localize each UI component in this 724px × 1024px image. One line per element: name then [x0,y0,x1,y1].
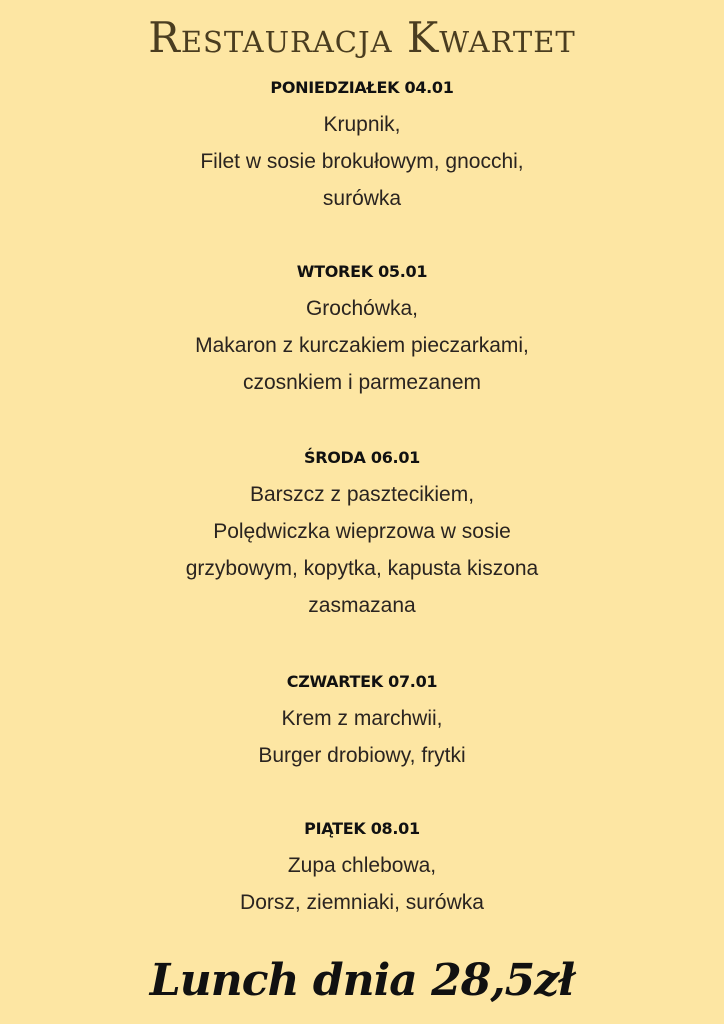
dish-line: Filet w sosie brokułowym, gnocchi, [200,150,524,173]
day-block-wednesday [0,446,724,624]
dish-line: Krupnik, [323,113,401,136]
dish-line: Barszcz z pasztecikiem, [249,483,475,506]
day-block-monday [0,76,724,217]
lunch-price: Lunch dnia 28,5zł [149,955,575,1006]
dish-line: grzybowym, kopytka, kapusta kiszona [185,557,539,580]
dish-line: Polędwiczka wieprzowa w sosie [213,520,511,543]
dish-line: Burger drobiowy, frytki [258,744,466,767]
day-heading: ŚRODA 06.01 [304,448,420,467]
dish-line: surówka [322,187,402,210]
dish-line: Dorsz, ziemniaki, surówka [240,891,484,914]
dish-line: Grochówka, [305,297,419,320]
page-title: Restauracja Kwartet [148,13,576,62]
day-heading: PONIEDZIAŁEK 04.01 [270,78,454,97]
day-block-tuesday [0,260,724,401]
dish-line: czosnkiem i parmezanem [242,371,482,394]
dish-line: Krem z marchwii, [281,707,443,730]
dish-line: zasmazana [308,594,416,617]
day-block-friday [0,817,724,921]
day-block-thursday [0,670,724,774]
day-heading: CZWARTEK 07.01 [286,672,438,691]
dish-line: Makaron z kurczakiem pieczarkami, [195,334,529,357]
dish-line: Zupa chlebowa, [287,854,437,877]
day-heading: PIĄTEK 08.01 [304,819,420,838]
day-heading: WTOREK 05.01 [296,262,428,281]
